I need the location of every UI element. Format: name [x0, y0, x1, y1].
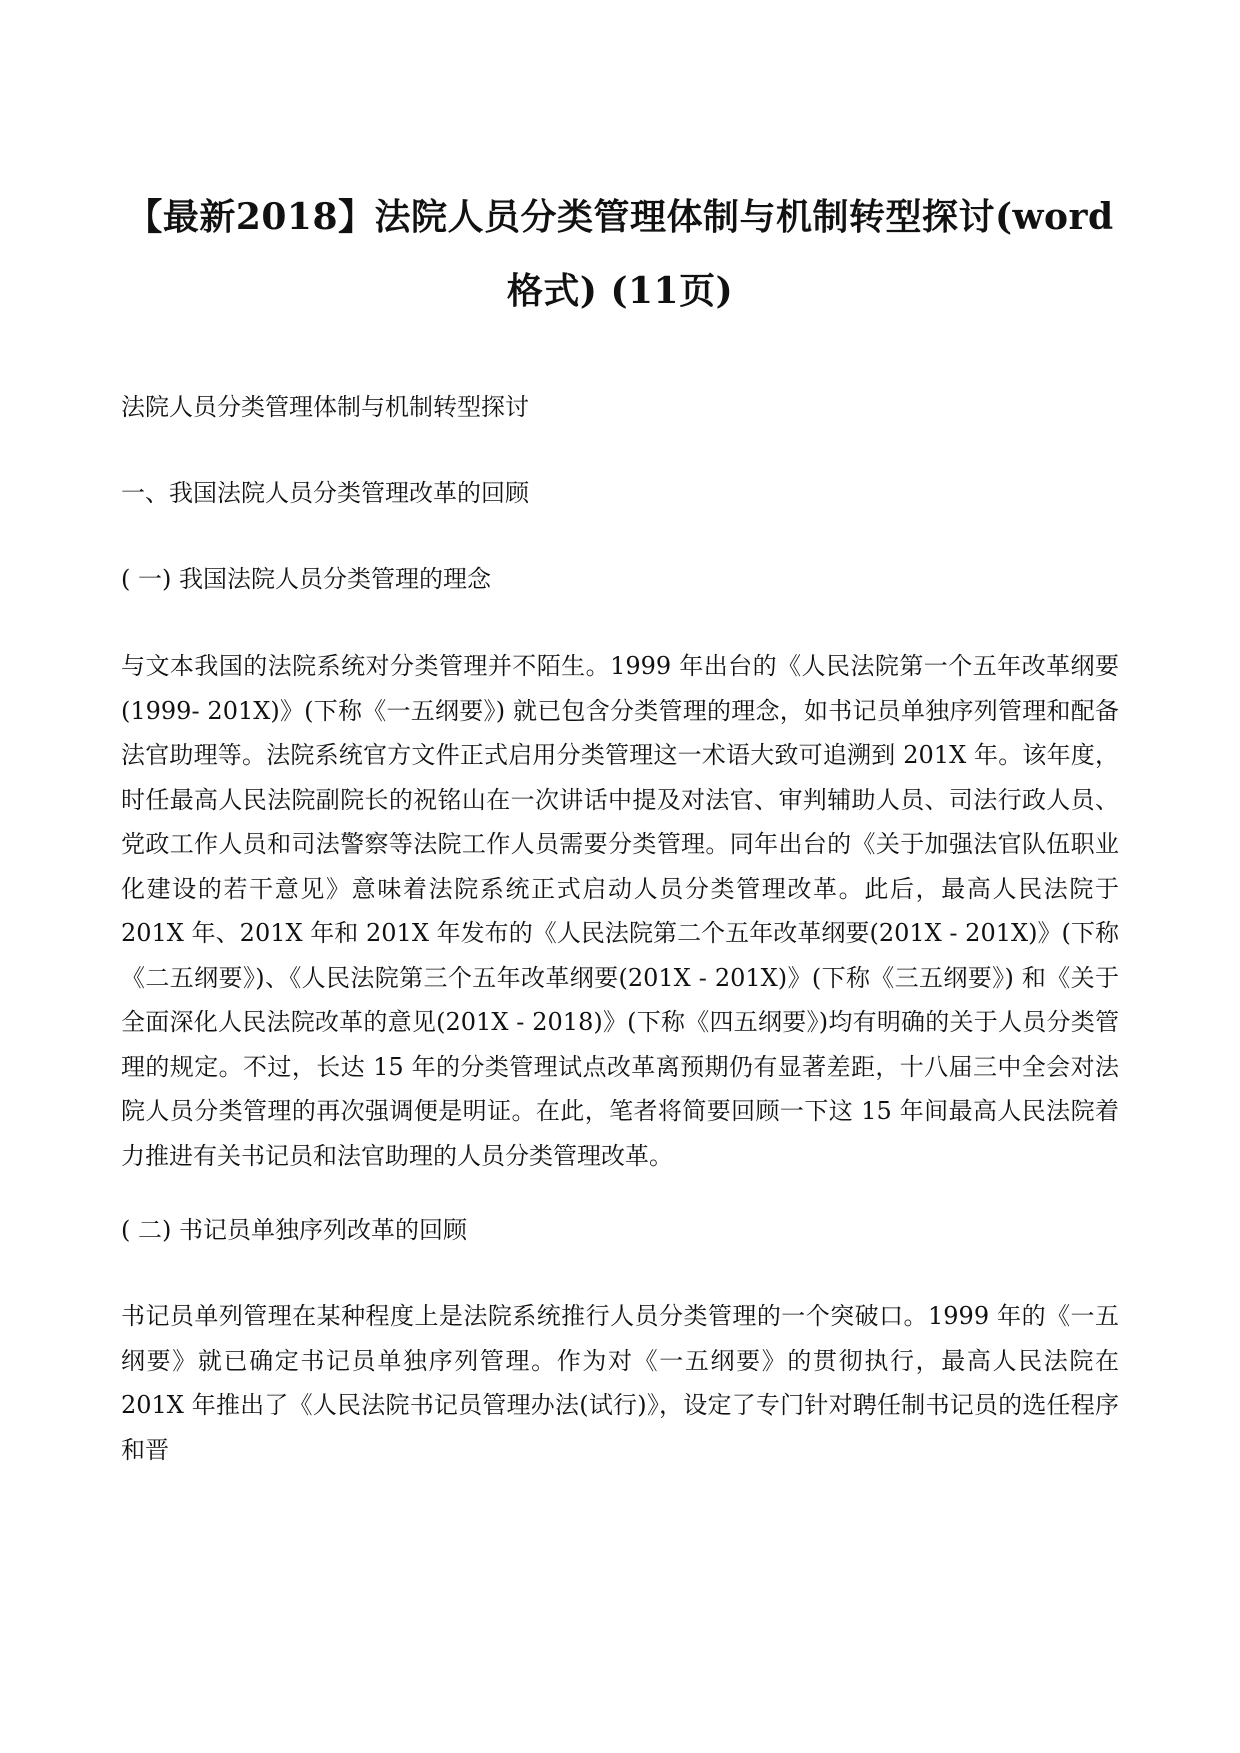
- subsection-heading: ( 一) 我国法院人员分类管理的理念: [121, 565, 491, 593]
- document-subtitle: 法院人员分类管理体制与机制转型探讨: [121, 393, 529, 421]
- document-title: 【最新2018】法院人员分类管理体制与机制转型探讨(word格式) (11页): [126, 196, 1114, 312]
- body-paragraph: 与文本我国的法院系统对分类管理并不陌生。1999 年出台的《人民法院第一个五年改革纲要(1999- 201X)》(下称《一五纲要》) 就已包含分类管理的理念，如书记员单独序列管理和配备法官助理等。法院系统官方文件正式启用分类管理这一术语大致可追溯到 201X 年。该年度，时任最高人民法院副院长的祝铭山在一次讲话中提及对法官、审判辅助人员、司法行政人员、党政工作人员和司法警察等法院工作人员需要分类管理。同年出台的《关于加强法官队伍职业化建设的若干意见》意味着法院系统正式启动人员分类管理改革。此后，最高人民法院于 201X 年、201X 年和 201X 年发布的《人民法院第二个五年改革纲要(201X - 201X)》(下称《二五纲要》)、《人民法院第三个五年改革纲要(201X - 201X)》(下称《三五纲要》) 和《关于全面深化人民法院改革的意见(201X - 2018)》(下称《四五纲要》)均有明确的关于人员分类管理的规定。不过，长达 15 年的分类管理试点改革离预期仍有显著差距，十八届三中全会对法院人员分类管理的再次强调便是明证。在此，笔者将简要回顾一下这 15 年间最高人民法院着力推进有关书记员和法官助理的人员分类管理改革。: [121, 652, 1119, 1170]
- body-paragraph: 书记员单列管理在某种程度上是法院系统推行人员分类管理的一个突破口。1999 年的《一五纲要》就已确定书记员单独序列管理。作为对《一五纲要》的贯彻执行，最高人民法院在 201X 年推出了《人民法院书记员管理办法(试行)》，设定了专门针对聘任制书记员的选任程序和晋: [121, 1302, 1119, 1464]
- subsection-heading: ( 二) 书记员单独序列改革的回顾: [121, 1216, 467, 1244]
- section-heading: 一、我国法院人员分类管理改革的回顾: [121, 479, 529, 507]
